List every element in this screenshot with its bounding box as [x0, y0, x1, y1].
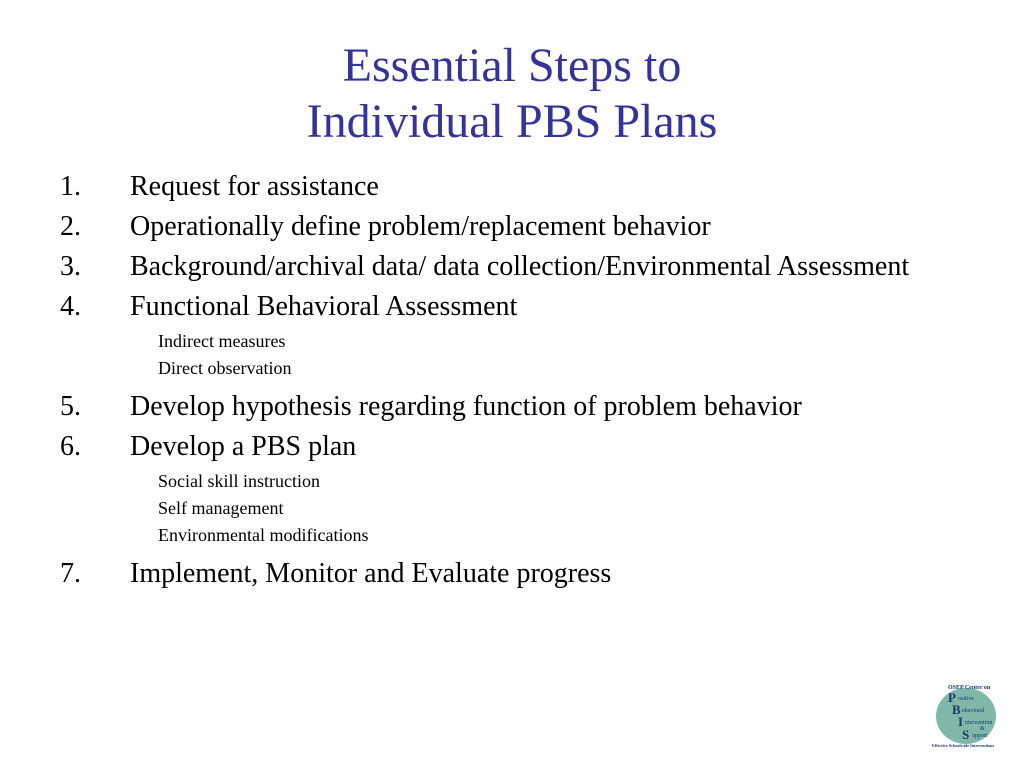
logo-bottom-text: Effective Schoolwide Interventions — [932, 743, 995, 748]
substep-item: Self management — [158, 498, 284, 518]
list-item-step-4 — [60, 292, 960, 322]
pbs-center-logo-icon — [928, 682, 1010, 748]
substep-item: Social skill instruction — [158, 471, 320, 491]
step-text: Functional Behavioral Assessment — [130, 291, 518, 322]
step-number: 4. — [60, 291, 81, 322]
substep-item: Direct observation — [158, 358, 292, 378]
logo-letter-s: S — [962, 727, 970, 742]
substep-item: Environmental modifications — [158, 525, 369, 545]
step-number: 5. — [60, 391, 81, 422]
steps-list — [60, 172, 960, 599]
list-item-step-5 — [60, 392, 960, 422]
logo-word-intervention: ntervention — [965, 720, 993, 726]
step-text: Operationally define problem/replacement behavior — [130, 211, 711, 242]
step-text: Background/archival data/ data collection/Environmental Assessment — [130, 251, 910, 282]
logo-ampersand: & — [980, 726, 985, 732]
logo-word-positive: ositive — [958, 696, 974, 702]
step-number: 2. — [60, 211, 81, 242]
step-number: 7. — [60, 558, 81, 589]
list-item-step-7 — [60, 559, 960, 589]
step-number: 6. — [60, 431, 81, 462]
step-text: Develop a PBS plan — [130, 431, 357, 462]
step-number: 1. — [60, 171, 81, 202]
step-text: Request for assistance — [130, 171, 379, 202]
logo-word-support: upport — [972, 733, 988, 739]
logo-letter-b: B — [952, 702, 961, 717]
logo-letter-p: P — [948, 690, 956, 705]
slide-title — [0, 38, 1024, 150]
list-item-step-2 — [60, 212, 960, 242]
title-line-1: Essential Steps to — [342, 39, 682, 92]
step-number: 3. — [60, 251, 81, 282]
substep-item: Indirect measures — [158, 331, 286, 351]
list-item-step-1 — [60, 172, 960, 202]
logo-letter-i: I — [958, 714, 964, 729]
list-item-step-3 — [60, 252, 960, 282]
logo-word-behavioral: ehavioral — [962, 708, 985, 714]
list-item-step-6 — [60, 432, 960, 462]
substeps-step-4 — [158, 328, 960, 382]
step-text: Develop hypothesis regarding function of problem behavior — [130, 391, 802, 422]
step-text: Implement, Monitor and Evaluate progress — [130, 558, 612, 589]
logo-top-text: OSEP Center on — [948, 685, 991, 691]
title-line-2: Individual PBS Plans — [306, 95, 718, 148]
substeps-step-6 — [158, 468, 960, 549]
